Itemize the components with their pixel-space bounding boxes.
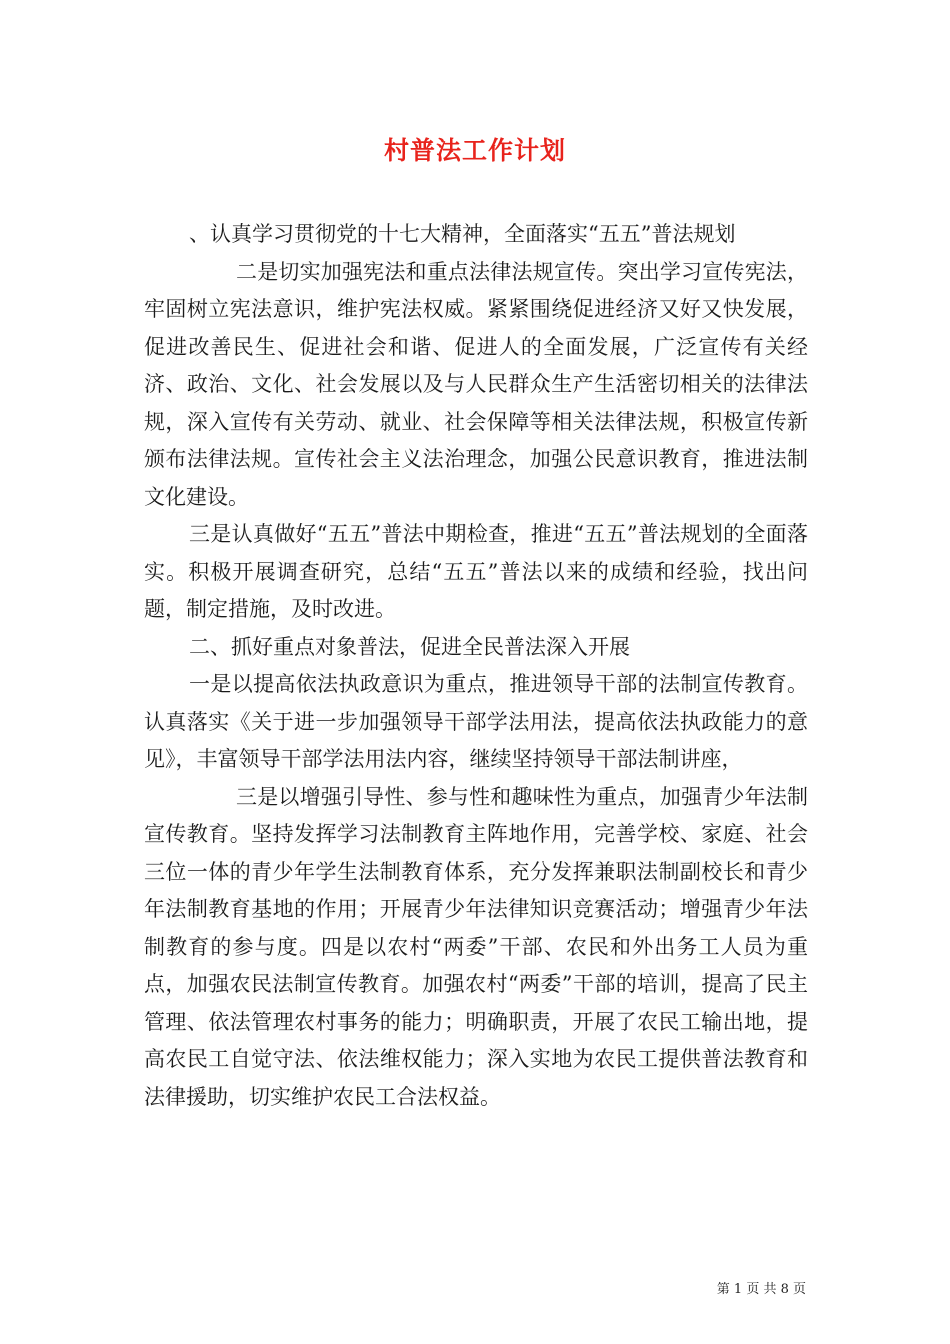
paragraph-2: 二是切实加强宪法和重点法律法规宣传。突出学习宣传宪法，牢固树立宪法意识，维护宪法权威。紧紧围绕促进经济又好又快发展，促进改善民生、促进社会和谐、促进人的全面发展，广泛宣传有关经济、政治、文化、社会发展以及与人民群众生产生活密切相关的法律法规，深入宣传有关劳动、就业、社会保障等相关法律法规，积极宣传新颁布法律法规。宣传社会主义法治理念，加强公民意识教育，推进法制文化建设。: [144, 259, 808, 509]
paragraph-4-heading: 二、抓好重点对象普法，促进全民普法深入开展: [189, 634, 630, 659]
document-body: [144, 216, 808, 1116]
page-number-footer: 第 1 页 共 8 页: [716, 1282, 806, 1297]
paragraph-3: 三是认真做好“五五”普法中期检查，推进“五五”普法规划的全面落实。积极开展调查研究，总结“五五”普法以来的成绩和经验，找出问题，制定措施，及时改进。: [144, 522, 808, 621]
paragraph-6: 三是以增强引导性、参与性和趣味性为重点，加强青少年法制宣传教育。坚持发挥学习法制教育主阵地作用，完善学校、家庭、社会三位一体的青少年学生法制教育体系，充分发挥兼职法制副校长和青少年法制教育基地的作用；开展青少年法律知识竞赛活动；增强青少年法制教育的参与度。四是以农村“两委”干部、农民和外出务工人员为重点，加强农民法制宣传教育。加强农村“两委”干部的培训，提高了民主管理、依法管理农村事务的能力；明确职责，开展了农民工输出地，提高农民工自觉守法、依法维权能力；深入实地为农民工提供普法教育和法律援助，切实维护农民工合法权益。: [144, 784, 808, 1109]
document-title: 村普法工作计划: [383, 136, 566, 165]
paragraph-1: 、认真学习贯彻党的十七大精神，全面落实“五五”普法规划: [189, 222, 736, 246]
paragraph-5: 一是以提高依法执政意识为重点，推进领导干部的法制宣传教育。认真落实《关于进一步加强领导干部学法用法，提高依法执政能力的意见》，丰富领导干部学法用法内容，继续坚持领导干部法制讲座，: [144, 672, 808, 771]
